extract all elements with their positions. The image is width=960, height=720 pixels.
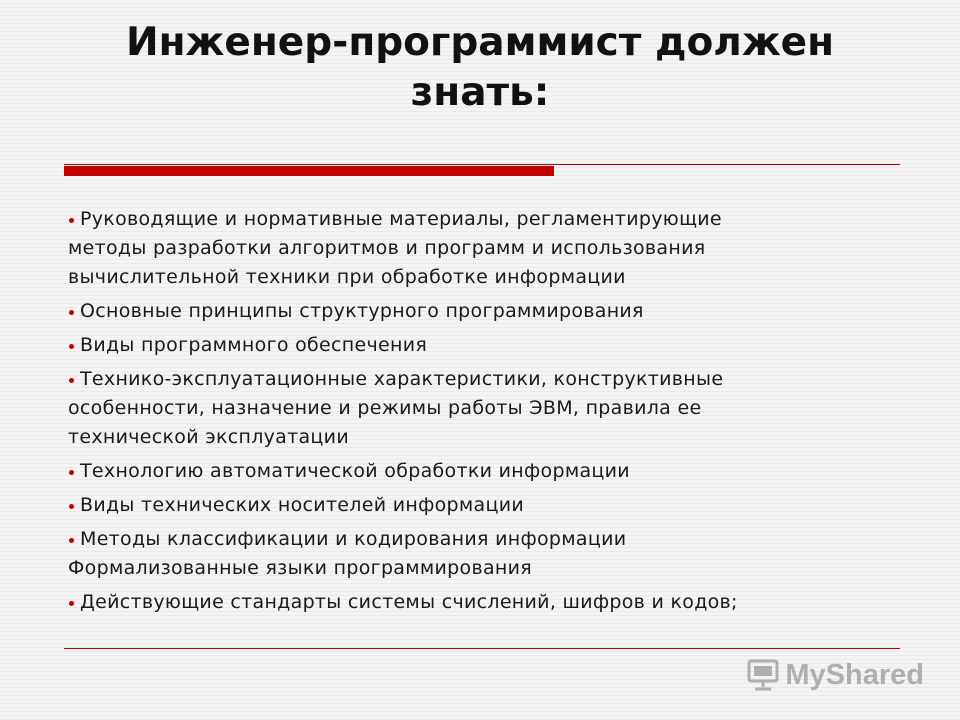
- bullet-item: [68, 525, 888, 583]
- divider-thin-top: [64, 164, 900, 165]
- bullet-text: Виды технических носителей информации: [80, 494, 525, 516]
- bullet-text: Методы классификации и кодирования информации: [80, 528, 627, 550]
- bullet-item: [68, 588, 888, 617]
- slide-title-line-2: знать:: [410, 70, 550, 115]
- bullet-dot-icon: [69, 504, 74, 509]
- bullet-text: методы разработки алгоритмов и программ и использования: [68, 237, 706, 259]
- bullet-dot-icon: [69, 601, 74, 606]
- bullet-item: [68, 331, 888, 360]
- bullet-dot-icon: [69, 378, 74, 383]
- bullet-text: Технологию автоматической обработки информации: [80, 460, 630, 482]
- bullet-list: [68, 205, 888, 622]
- bullet-text: вычислительной техники при обработке информации: [68, 266, 626, 288]
- watermark-text: MyShared: [785, 658, 924, 691]
- bullet-text: Руководящие и нормативные материалы, регламентирующие: [80, 208, 722, 230]
- bullet-text: Основные принципы структурного программирования: [80, 300, 644, 322]
- bullet-text: технической эксплуатации: [68, 426, 349, 448]
- bullet-item: [68, 491, 888, 520]
- bullet-dot-icon: [69, 538, 74, 543]
- bullet-item: [68, 205, 888, 292]
- presentation-board-icon: [745, 657, 781, 693]
- slide-title-line-1: Инженер-программист должен: [125, 20, 835, 65]
- bullet-text: Технико-эксплуатационные характеристики, конструктивные: [80, 368, 724, 390]
- bullet-dot-icon: [69, 310, 74, 315]
- bullet-item: [68, 457, 888, 486]
- bullet-item: [68, 365, 888, 452]
- bullet-dot-icon: [69, 218, 74, 223]
- divider-thin-bottom: [64, 648, 900, 649]
- bullet-text: особенности, назначение и режимы работы ЭВМ, правила ее: [68, 397, 702, 419]
- divider-thick-accent: [64, 166, 554, 176]
- slide-title: [60, 18, 900, 118]
- bullet-text: Виды программного обеспечения: [80, 334, 428, 356]
- bullet-dot-icon: [69, 470, 74, 475]
- watermark-logo: [745, 655, 924, 695]
- bullet-text: Действующие стандарты системы счислений, шифров и кодов;: [80, 591, 738, 613]
- bullet-item: [68, 297, 888, 326]
- bullet-text: Формализованные языки программирования: [68, 557, 532, 579]
- bullet-dot-icon: [69, 344, 74, 349]
